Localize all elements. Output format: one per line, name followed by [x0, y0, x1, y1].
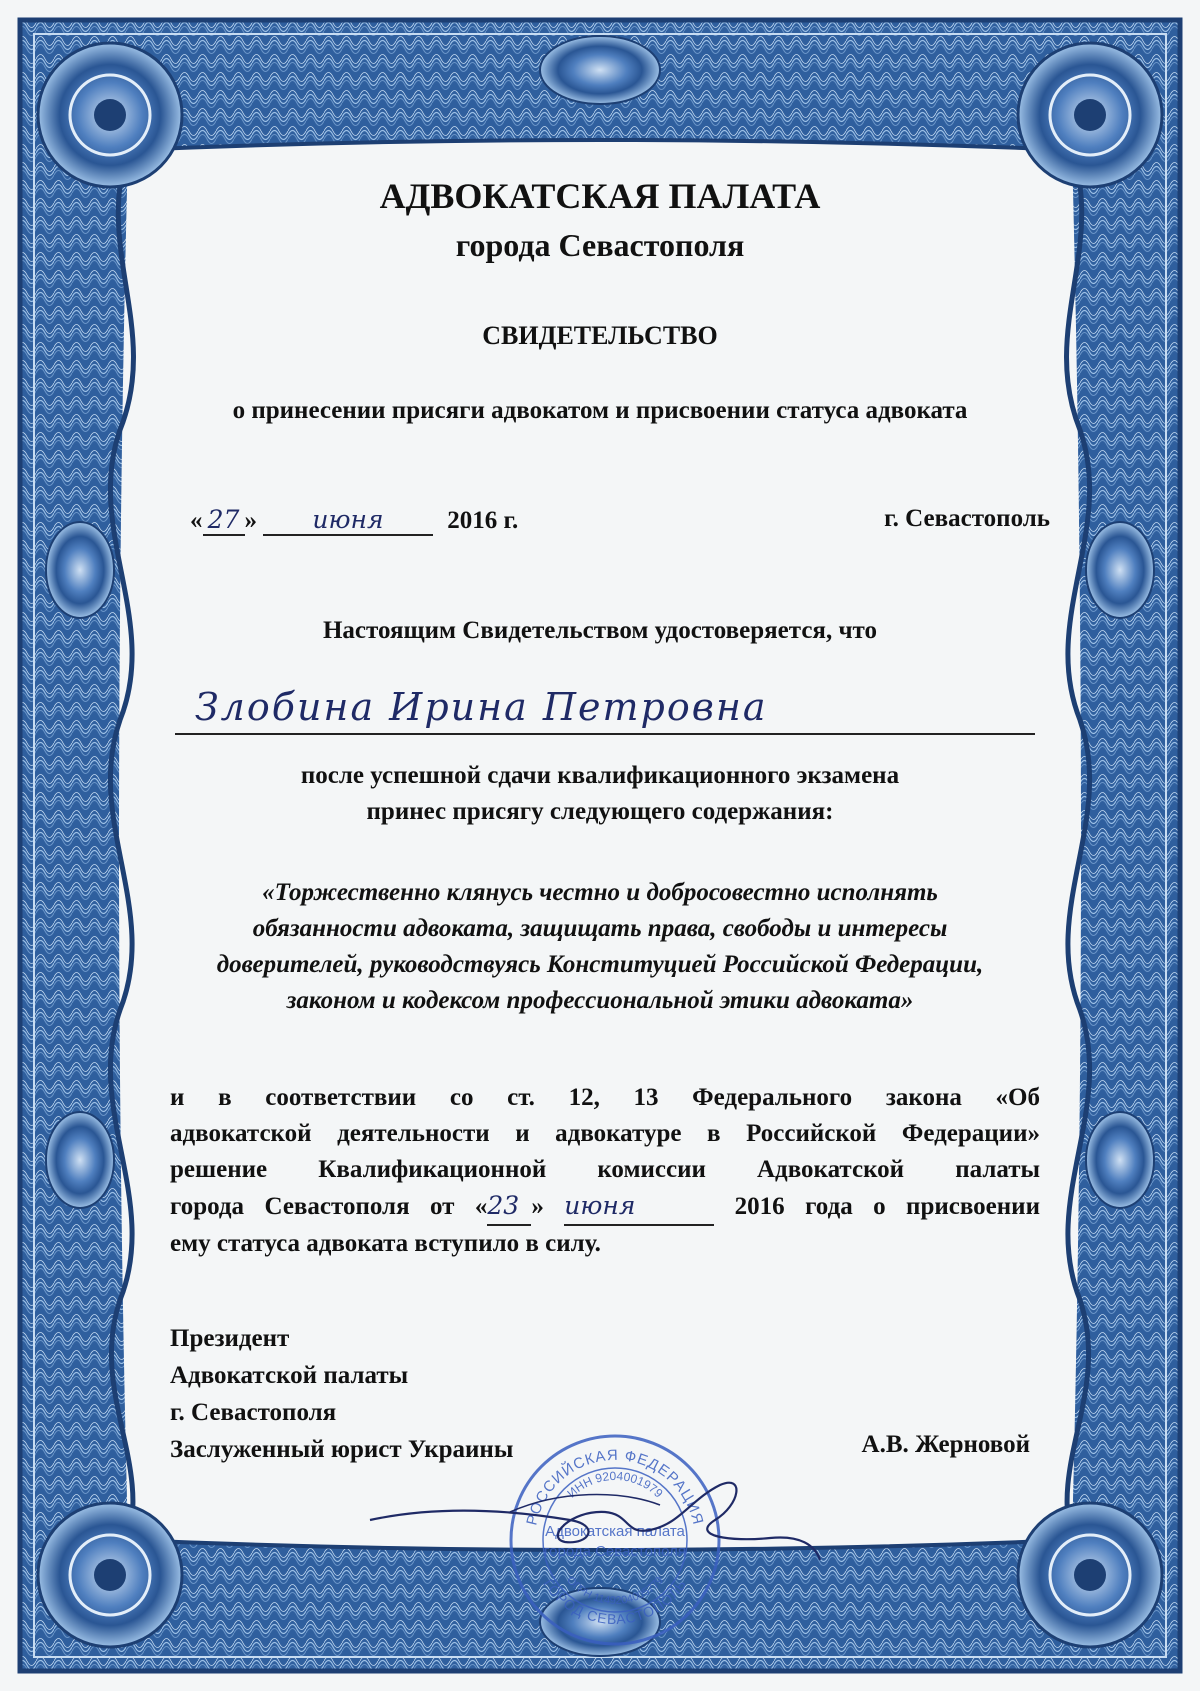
seal-ogrn: ОГРН 1149204005779: [564, 1574, 666, 1608]
certificate-label: СВИДЕТЕЛЬСТВО: [482, 321, 718, 350]
issue-year: 2016 г.: [447, 507, 519, 534]
seal-outer-top: РОССИЙСКАЯ ФЕДЕРАЦИЯ: [523, 1446, 707, 1527]
decision-line-5: ему статуса адвоката вступило в силу.: [170, 1230, 601, 1257]
page-title: АДВОКАТСКАЯ ПАЛАТА: [379, 176, 821, 216]
page-subtitle: города Севастополя: [455, 227, 745, 263]
signatory-line-2: Адвокатской палаты: [170, 1362, 409, 1389]
exam-line-1: после успешной сдачи квалификационного экзамена: [300, 762, 900, 789]
signatory-name: А.В. Жерновой: [861, 1431, 1030, 1458]
certifies-text: Настоящим Свидетельством удостоверяется, что: [322, 617, 878, 644]
decision-line-2: адвокатской деятельности и адвокатуре в Российской Федерации»: [170, 1120, 1040, 1147]
exam-text: [150, 758, 1050, 830]
decision-month: июня: [564, 1188, 714, 1226]
signatory-line-4: Заслуженный юрист Украины: [170, 1436, 514, 1463]
seal-outer-bottom: ГОРОД СЕВАСТОПОЛЬ: [540, 1575, 690, 1628]
signatory-line-3: г. Севастополя: [170, 1399, 337, 1426]
exam-line-2: принес присягу следующего содержания:: [366, 798, 834, 825]
decision-line-4-suffix: 2016 года о присвоении: [734, 1193, 1040, 1220]
oath-text: «Торжественно клянусь честно и добросовестно исполнять обязанности адвоката, защищать права, свободы и интересы доверителей, руководствуясь Конституцией Российской Федерации, законом и кодексом профессиональной этики адвоката»: [216, 879, 984, 1014]
seal-center-2: города Севастополя: [544, 1543, 686, 1560]
decision-line-4-mid: »: [531, 1193, 544, 1220]
date-quote-close: »: [244, 507, 257, 534]
decision-line-1: и в соответствии со ст. 12, 13 Федерального закона «Об: [170, 1084, 1040, 1111]
date-quote-open: «: [190, 507, 203, 534]
issue-month: июня: [263, 505, 433, 536]
decision-paragraph: [170, 1080, 1040, 1262]
issue-city: г. Севастополь: [884, 505, 1050, 532]
person-name-line: [175, 673, 1035, 735]
issue-dateline: [190, 505, 1050, 536]
seal-center-1: Адвокатская палата: [545, 1523, 685, 1540]
decision-line-4: [170, 1188, 1040, 1226]
decision-day: 23: [487, 1188, 531, 1226]
signatory-line-1: Президент: [170, 1325, 290, 1352]
issue-day: 27: [203, 505, 245, 536]
decision-line-4-prefix: города Севастополя от «: [170, 1193, 488, 1220]
decision-line-3: решение Квалификационной комиссии Адвокатской палаты: [170, 1156, 1040, 1183]
certificate-about: о принесении присяги адвокатом и присвоении статуса адвоката: [232, 397, 968, 424]
seal-inn: ИНН 9204001979: [564, 1468, 666, 1501]
person-name: Злобина Ирина Петровна: [195, 685, 768, 729]
handwritten-signature: [360, 1450, 830, 1570]
